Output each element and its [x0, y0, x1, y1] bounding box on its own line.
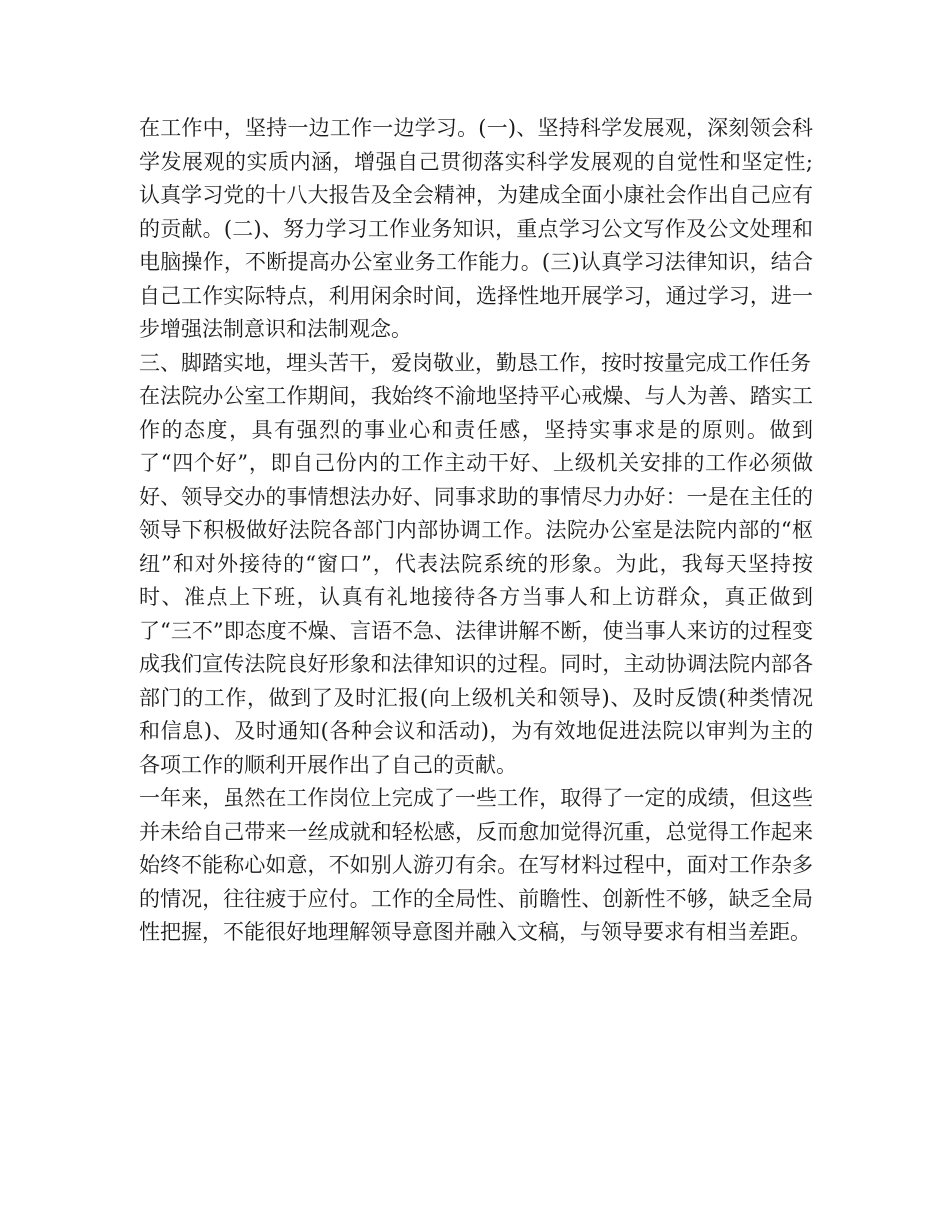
paragraph-office-work: 在法院办公室工作期间，我始终不渝地坚持平心戒燥、与人为善、踏实工作的态度，具有强烈的事业心和责任感，坚持实事求是的原则。做到了“四个好”，即自己份内的工作主动干好、上级机关安排的工作必须做好、领导交办的事情想法办好、同事求助的事情尽力办好：一是在主任的领导下积极做好法院各部门内部协调工作。法院办公室是法院内部的“枢纽”和对外接待的“窗口”，代表法院系统的形象。为此，我每天坚持按时、准点上下班，认真有礼地接待各方当事人和上访群众，真正做到了“三不”即态度不燥、言语不急、法律讲解不断，使当事人来访的过程变成我们宣传法院良好形象和法律知识的过程。同时，主动协调法院内部各部门的工作，做到了及时汇报(向上级机关和领导)、及时反馈(种类情况和信息)、及时通知(各种会议和活动)，为有效地促进法院以审判为主的各项工作的顺利开展作出了自己的贡献。 — [139, 384, 813, 777]
section-heading-three: 三、脚踏实地，埋头苦干，爱岗敬业，勤恳工作，按时按量完成工作任务 — [139, 350, 811, 375]
paragraph-shortcomings: 一年来，虽然在工作岗位上完成了一些工作，取得了一定的成绩，但这些并未给自己带来一丝成就和轻松感，反而愈加觉得沉重，总觉得工作起来始终不能称心如意，不如别人游刃有余。在写材料过程中，面对工作杂多的情况，往往疲于应付。工作的全局性、前瞻性、创新性不够，缺乏全局性把握，不能很好地理解领导意图并融入文稿，与领导要求有相当差距。 — [139, 786, 813, 944]
paragraph-study: 在工作中，坚持一边工作一边学习。(一)、坚持科学发展观，深刻领会科学发展观的实质内涵，增强自己贯彻落实科学发展观的自觉性和坚定性;认真学习党的十八大报告及全会精神，为建成全面小康社会作出自己应有的贡献。(二)、努力学习工作业务知识，重点学习公文写作及公文处理和电脑操作，不断提高办公室业务工作能力。(三)认真学习法律知识，结合自己工作实际特点，利用闲余时间，选择性地开展学习，通过学习，进一步增强法制意识和法制观念。 — [139, 116, 813, 341]
document-body — [139, 112, 813, 950]
